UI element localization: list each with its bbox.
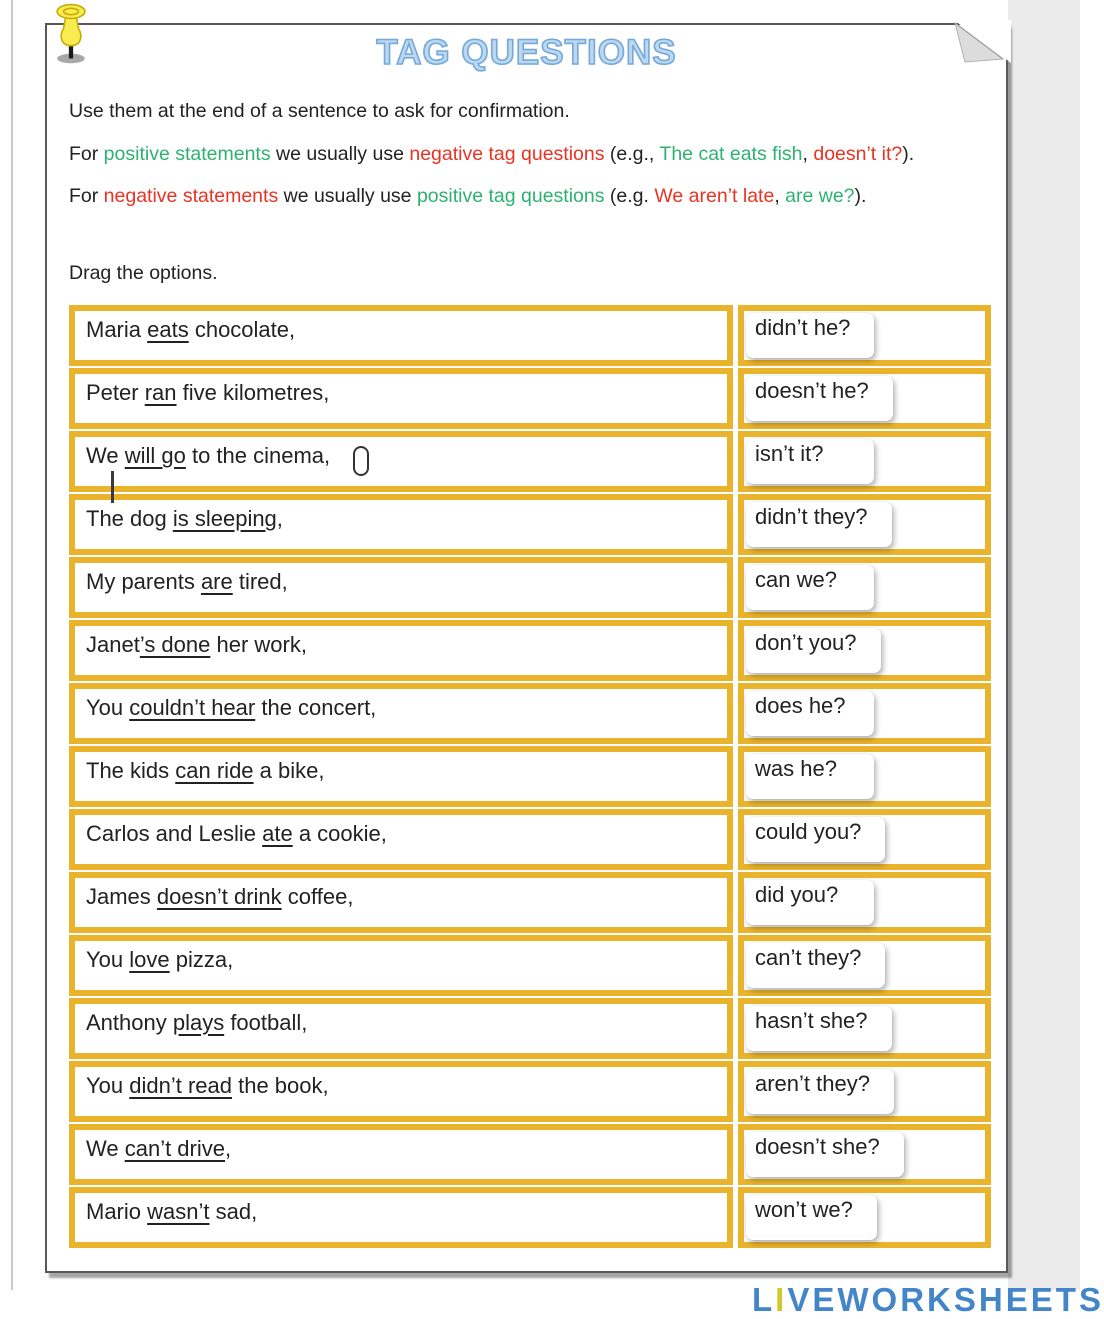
watermark-letter: K (927, 1281, 954, 1318)
tag-chip[interactable]: was he? (746, 754, 874, 799)
sentence-cell-3[interactable] (69, 431, 733, 492)
worksheet-page (45, 23, 1008, 1273)
text-segment: doesn’t it? (813, 142, 903, 165)
sentence-cell-15[interactable] (69, 1187, 733, 1248)
tag-option-cell-1 (738, 305, 991, 366)
sentence-cell-11[interactable] (69, 935, 733, 996)
tag-chip[interactable]: didn’t they? (746, 502, 892, 547)
text-segment: couldn’t hear (129, 694, 256, 720)
text-segment: We (86, 1135, 125, 1161)
text-segment: five kilometres, (176, 379, 330, 405)
watermark-letter: H (978, 1281, 1006, 1318)
text-segment: (e.g., (604, 142, 660, 165)
tag-chip[interactable]: won’t we? (746, 1195, 877, 1240)
tag-chip[interactable]: can’t they? (746, 943, 885, 988)
pushpin-icon (49, 3, 93, 67)
watermark-letter: I (775, 1281, 788, 1318)
table-row (69, 1187, 991, 1248)
watermark-letter: E (1005, 1281, 1031, 1318)
text-segment: For (69, 142, 104, 165)
tag-option-cell-5 (738, 557, 991, 618)
tag-chip[interactable]: could you? (746, 817, 885, 862)
sentence-cell-12[interactable] (69, 998, 733, 1059)
table-row (69, 683, 991, 744)
watermark-letter: V (787, 1281, 813, 1318)
text-segment: sad, (209, 1198, 258, 1224)
sentence-cell-6[interactable] (69, 620, 733, 681)
text-segment: The dog (86, 505, 173, 531)
tag-chip[interactable]: aren’t they? (746, 1069, 894, 1114)
rule-negative-statements (69, 185, 991, 208)
text-segment: James (86, 883, 157, 909)
watermark-logo (752, 1281, 1104, 1319)
watermark-letter: O (871, 1281, 901, 1318)
text-segment: are we? (785, 185, 855, 207)
watermark-letter: S (1078, 1281, 1104, 1318)
text-segment: negative tag questions (409, 142, 605, 165)
watermark-letter: L (752, 1281, 776, 1318)
text-segment: are (200, 568, 233, 594)
text-segment: Carlos and Leslie (86, 820, 263, 846)
watermark-letter: E (1030, 1281, 1056, 1318)
table-row (69, 1124, 991, 1185)
text-segment: , (802, 142, 814, 165)
text-caret (111, 471, 114, 503)
right-background-strip (1008, 0, 1080, 1290)
tag-option-cell-4 (738, 494, 991, 555)
tag-option-cell-8 (738, 746, 991, 807)
table-row (69, 305, 991, 366)
intro-text: Use them at the end of a sentence to ask for confirmation. (69, 100, 570, 122)
text-segment: wasn’t (147, 1198, 210, 1224)
text-segment: Mario (86, 1198, 148, 1224)
tag-chip[interactable]: isn’t it? (746, 439, 874, 484)
text-segment: doesn’t drink (156, 883, 282, 909)
text-segment: , (225, 1135, 232, 1161)
text-segment: positive tag questions (416, 185, 605, 207)
folded-corner (946, 23, 1008, 69)
tag-chip[interactable]: don’t you? (746, 628, 881, 673)
tag-chip[interactable]: can we? (746, 565, 874, 610)
table-row (69, 809, 991, 870)
text-segment: pizza, (169, 946, 234, 972)
text-segment: the book, (232, 1072, 329, 1098)
sentence-cell-8[interactable] (69, 746, 733, 807)
text-segment: a bike, (253, 757, 325, 783)
text-segment: is sleeping (172, 505, 277, 531)
tag-option-cell-9 (738, 809, 991, 870)
left-margin-line (11, 0, 13, 1290)
text-segment: (e.g. (604, 185, 655, 207)
drag-table (69, 305, 991, 1248)
page-content (47, 100, 1006, 1248)
text-segment: tired, (232, 568, 288, 594)
sentence-cell-9[interactable] (69, 809, 733, 870)
text-segment: We (86, 442, 125, 468)
text-segment: can’t drive (124, 1135, 225, 1161)
text-segment: My parents (86, 568, 201, 594)
tag-option-cell-14 (738, 1124, 991, 1185)
watermark-letter: S (953, 1281, 979, 1318)
sentence-cell-1[interactable] (69, 305, 733, 366)
text-cursor-icon (353, 446, 369, 476)
sentence-cell-10[interactable] (69, 872, 733, 933)
text-segment: her work, (210, 631, 307, 657)
text-segment: Peter (86, 379, 145, 405)
watermark-letter: R (900, 1281, 928, 1318)
tag-option-cell-11 (738, 935, 991, 996)
text-segment: For (69, 185, 104, 207)
tag-chip[interactable]: did you? (746, 880, 874, 925)
table-row (69, 368, 991, 429)
text-segment: You (86, 694, 130, 720)
text-segment: plays (172, 1009, 225, 1035)
tag-option-cell-10 (738, 872, 991, 933)
text-segment: negative statements (103, 185, 279, 207)
tag-option-cell-15 (738, 1187, 991, 1248)
watermark-letter: T (1055, 1281, 1079, 1318)
text-segment: we usually use (278, 185, 417, 207)
text-segment: a cookie, (292, 820, 387, 846)
table-row (69, 1061, 991, 1122)
text-segment: The cat eats fish (659, 142, 803, 165)
text-segment: ’s done (139, 631, 211, 657)
tag-chip[interactable]: doesn’t she? (746, 1132, 904, 1177)
table-row (69, 620, 991, 681)
text-segment: The kids (86, 757, 176, 783)
text-segment: didn’t read (129, 1072, 232, 1098)
text-segment: eats (147, 316, 189, 342)
table-row (69, 746, 991, 807)
text-segment: , (774, 185, 786, 207)
text-segment: You (86, 1072, 130, 1098)
drag-instruction: Drag the options. (69, 262, 218, 284)
text-segment: We aren’t late (654, 185, 775, 207)
text-segment: chocolate, (188, 316, 296, 342)
tag-chip[interactable]: didn’t he? (746, 313, 874, 358)
rule-positive-statements (69, 143, 991, 166)
tag-option-cell-7 (738, 683, 991, 744)
tag-option-cell-13 (738, 1061, 991, 1122)
watermark-letter: W (837, 1281, 872, 1318)
text-segment: ate (262, 820, 293, 846)
text-segment: Anthony (86, 1009, 173, 1035)
page-title: TAG QUESTIONS (376, 33, 677, 72)
sentence-cell-7[interactable] (69, 683, 733, 744)
sentence-cell-4[interactable] (69, 494, 733, 555)
text-segment: Janet (86, 631, 140, 657)
text-segment: to the cinema, (185, 442, 331, 468)
text-segment: the concert, (255, 694, 377, 720)
table-row (69, 998, 991, 1059)
text-segment: You (86, 946, 130, 972)
text-segment: , (276, 505, 283, 531)
text-segment: ). (902, 142, 915, 165)
text-segment: ran (144, 379, 177, 405)
table-row (69, 557, 991, 618)
sentence-cell-2[interactable] (69, 368, 733, 429)
tag-chip[interactable]: hasn’t she? (746, 1006, 892, 1051)
text-segment: can ride (175, 757, 254, 783)
text-segment: Maria (86, 316, 148, 342)
sentence-cell-14[interactable] (69, 1124, 733, 1185)
text-segment: football, (224, 1009, 308, 1035)
text-segment: love (129, 946, 170, 972)
table-row (69, 494, 991, 555)
tag-chip[interactable]: doesn’t he? (746, 376, 893, 421)
text-segment: we usually use (270, 142, 410, 165)
text-segment: will go (124, 442, 186, 468)
text-segment: ). (854, 185, 867, 207)
sentence-cell-5[interactable] (69, 557, 733, 618)
watermark-letter: E (812, 1281, 838, 1318)
table-row (69, 935, 991, 996)
table-row (69, 431, 991, 492)
text-segment: coffee, (281, 883, 354, 909)
tag-option-cell-2 (738, 368, 991, 429)
text-segment: positive statements (103, 142, 271, 165)
tag-option-cell-6 (738, 620, 991, 681)
table-row (69, 872, 991, 933)
tag-option-cell-3 (738, 431, 991, 492)
tag-chip[interactable]: does he? (746, 691, 874, 736)
sentence-cell-13[interactable] (69, 1061, 733, 1122)
tag-option-cell-12 (738, 998, 991, 1059)
